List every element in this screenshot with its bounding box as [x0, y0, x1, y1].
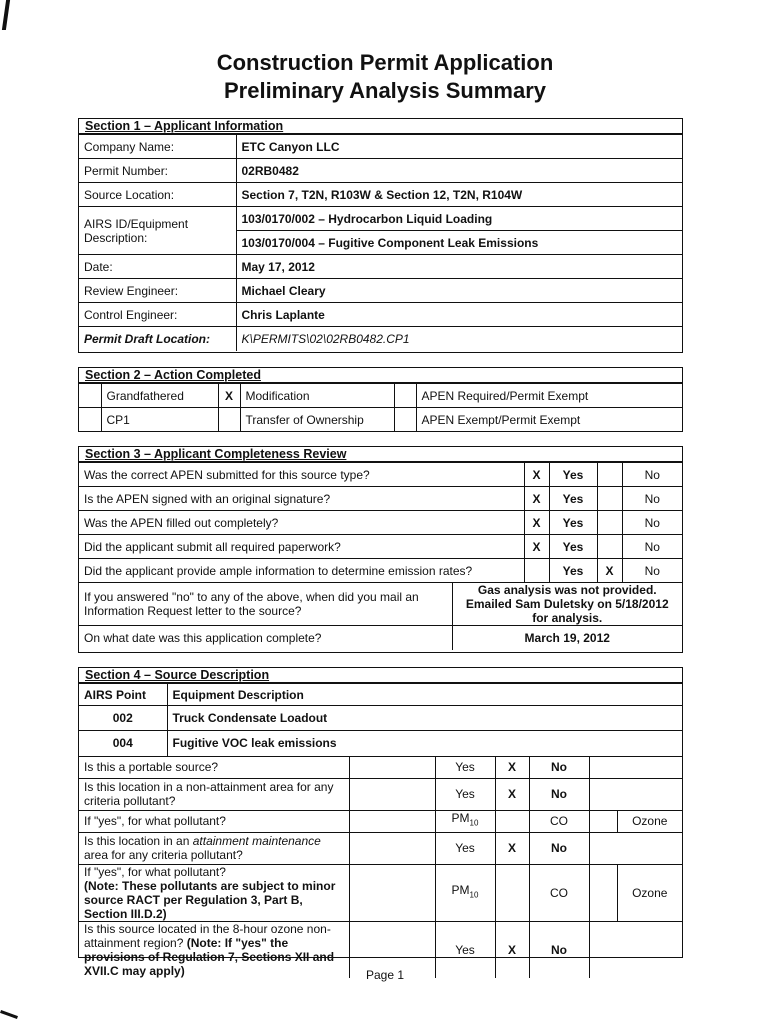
equipment-description: Truck Condensate Loadout — [167, 706, 682, 731]
ozone-region-question: Is this source located in the 8-hour ozone non-attainment region? (Note: If "yes" the provisions of Regulation 7, Sections XII and XVII.C may apply) — [79, 921, 349, 978]
airs-id-value-1: 103/0170/002 – Hydrocarbon Liquid Loading — [236, 207, 682, 231]
permit-number-value: 02RB0482 — [236, 159, 682, 183]
attainment-maintenance-question: Is this location in an attainment maintenance area for any criteria pollutant? — [79, 832, 349, 864]
ract-pollutant-question: If "yes", for what pollutant? (Note: These pollutants are subject to minor source RACT per Regulation 3, Part B, Section III.D.2) — [79, 864, 349, 921]
ract-pm10-option: $PM_{10}$ — [435, 864, 495, 921]
grandfathered-checkbox — [79, 384, 101, 408]
ozone-region-mark: X — [495, 921, 529, 978]
airs-id-value-2: 103/0170/004 – Fugitive Component Leak Emissions — [236, 231, 682, 255]
apen-required-checkbox — [394, 384, 416, 408]
section-4-heading: Section 4 – Source Description — [79, 668, 682, 683]
no-label-4: No — [622, 535, 682, 559]
no-mark-3 — [597, 511, 622, 535]
date-label: Date: — [79, 255, 236, 279]
airs-point-id: 004 — [79, 731, 167, 756]
modification-checkbox: X — [218, 384, 240, 408]
no-label-1: No — [622, 463, 682, 487]
yes-label-3: Yes — [549, 511, 597, 535]
question-3: Was the APEN filled out completely? — [79, 511, 524, 535]
ozone-region-no: No — [529, 921, 589, 978]
yes-mark-1: X — [524, 463, 549, 487]
airs-point-id: 002 — [79, 706, 167, 731]
pm10-option: $PM_{10}$ — [435, 810, 495, 832]
apen-exempt-checkbox — [394, 408, 416, 432]
question-2: Is the APEN signed with an original signature? — [79, 487, 524, 511]
control-engineer-value: Chris Laplante — [236, 303, 682, 327]
applicant-info-table — [79, 134, 682, 351]
page-number: Page 1 — [365, 968, 405, 982]
co-option: CO — [529, 810, 589, 832]
mail-question: If you answered "no" to any of the above, when did you mail an Information Request letter to the source? — [79, 583, 452, 626]
portable-source-question: Is this a portable source? — [79, 756, 349, 778]
portable-yes: Yes — [435, 756, 495, 778]
source-location-label: Source Location: — [79, 183, 236, 207]
section-2-heading: Section 2 – Action Completed — [79, 368, 682, 383]
section-2 — [78, 367, 683, 432]
scan-corner-mark — [0, 1010, 18, 1019]
nonattainment-yes: Yes — [435, 778, 495, 810]
no-mark-2 — [597, 487, 622, 511]
portable-mark: X — [495, 756, 529, 778]
apen-exempt-label: APEN Exempt/Permit Exempt — [416, 408, 682, 432]
maintenance-no: No — [529, 832, 589, 864]
complete-date-question: On what date was this application complete? — [79, 626, 452, 650]
nonattainment-no: No — [529, 778, 589, 810]
question-4: Did the applicant submit all required paperwork? — [79, 535, 524, 559]
transfer-checkbox — [218, 408, 240, 432]
airs-id-label: AIRS ID/Equipment Description: — [79, 207, 236, 255]
no-label-3: No — [622, 511, 682, 535]
yes-mark-2: X — [524, 487, 549, 511]
no-mark-5: X — [597, 559, 622, 583]
ract-co-option: CO — [529, 864, 589, 921]
action-completed-table — [79, 383, 682, 432]
nonattainment-question: Is this location in a non-attainment area for any criteria pollutant? — [79, 778, 349, 810]
ozone-region-yes: Yes — [435, 921, 495, 978]
permit-number-label: Permit Number: — [79, 159, 236, 183]
no-label-5: No — [622, 559, 682, 583]
ozone-option: Ozone — [617, 810, 682, 832]
yes-label-2: Yes — [549, 487, 597, 511]
review-engineer-label: Review Engineer: — [79, 279, 236, 303]
question-1: Was the correct APEN submitted for this source type? — [79, 463, 524, 487]
yes-mark-3: X — [524, 511, 549, 535]
no-mark-4 — [597, 535, 622, 559]
yes-mark-4: X — [524, 535, 549, 559]
cp1-label: CP1 — [101, 408, 218, 432]
equipment-description-header: Equipment Description — [167, 684, 682, 706]
nonattainment-mark: X — [495, 778, 529, 810]
document-title-line2: Preliminary Analysis Summary — [223, 78, 546, 103]
cp1-checkbox — [79, 408, 101, 432]
yes-mark-5 — [524, 559, 549, 583]
completeness-table — [79, 462, 682, 650]
mail-answer: Gas analysis was not provided. Emailed Sam Duletsky on 5/18/2012 for analysis. — [452, 583, 682, 626]
permit-draft-location-value: K\PERMITS\02\02RB0482.CP1 — [236, 327, 682, 351]
source-questions-table — [79, 756, 682, 978]
modification-label: Modification — [240, 384, 394, 408]
section-1 — [78, 118, 683, 353]
source-location-value: Section 7, T2N, R103W & Section 12, T2N, R104W — [236, 183, 682, 207]
question-5: Did the applicant provide ample information to determine emission rates? — [79, 559, 524, 583]
ract-ozone-option: Ozone — [617, 864, 682, 921]
company-name-value: ETC Canyon LLC — [236, 135, 682, 159]
scan-edge-mark — [2, 0, 10, 30]
transfer-label: Transfer of Ownership — [240, 408, 394, 432]
pollutant-question: If "yes", for what pollutant? — [79, 810, 349, 832]
company-name-label: Company Name: — [79, 135, 236, 159]
document-title-line1: Construction Permit Application — [216, 50, 554, 75]
yes-label-1: Yes — [549, 463, 597, 487]
section-3 — [78, 446, 683, 653]
airs-point-header: AIRS Point — [79, 684, 167, 706]
review-engineer-value: Michael Cleary — [236, 279, 682, 303]
no-mark-1 — [597, 463, 622, 487]
control-engineer-label: Control Engineer: — [79, 303, 236, 327]
yes-label-5: Yes — [549, 559, 597, 583]
maintenance-yes: Yes — [435, 832, 495, 864]
date-value: May 17, 2012 — [236, 255, 682, 279]
section-3-heading: Section 3 – Applicant Completeness Review — [79, 447, 682, 462]
airs-points-table — [79, 683, 682, 756]
maintenance-mark: X — [495, 832, 529, 864]
yes-label-4: Yes — [549, 535, 597, 559]
no-label-2: No — [622, 487, 682, 511]
portable-no: No — [529, 756, 589, 778]
section-1-heading: Section 1 – Applicant Information — [79, 119, 682, 134]
apen-required-label: APEN Required/Permit Exempt — [416, 384, 682, 408]
grandfathered-label: Grandfathered — [101, 384, 218, 408]
permit-draft-location-label: Permit Draft Location: — [79, 327, 236, 351]
complete-date-answer: March 19, 2012 — [452, 626, 682, 650]
equipment-description: Fugitive VOC leak emissions — [167, 731, 682, 756]
